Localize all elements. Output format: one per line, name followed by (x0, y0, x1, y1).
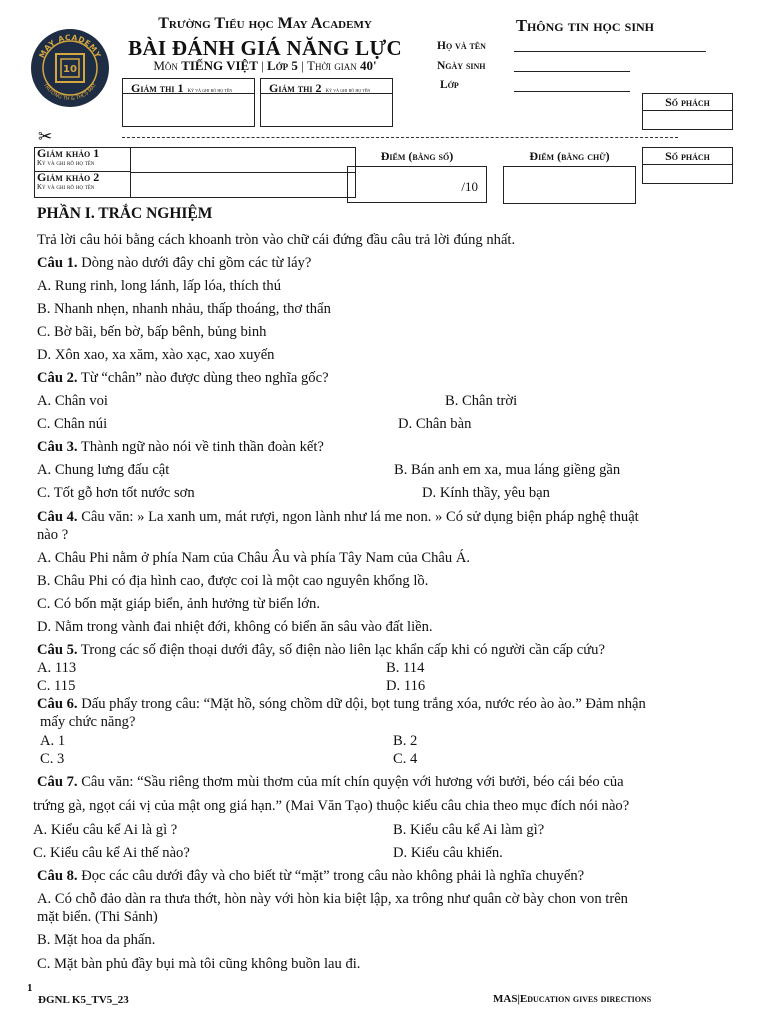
q4-option-b[interactable]: B. Châu Phi có địa hình cao, được coi là một cao nguyên khổng lồ. (37, 573, 429, 589)
question-1: Câu 1. Dòng nào dưới đây chỉ gồm các từ láy? (37, 255, 312, 271)
so-phach-top[interactable] (642, 93, 733, 130)
proctor-1-hint: Ký và ghi rõ họ tên (187, 89, 233, 94)
question-7: Câu 7. Câu văn: “Sầu riêng thơm mùi thơm của mít chín quyện với hương với bưởi, béo cái béo của (37, 774, 624, 790)
q6-option-c[interactable]: C. 3 (40, 751, 65, 767)
q3-option-a[interactable]: A. Chung lưng đấu cật (37, 462, 170, 478)
q7-option-b[interactable]: B. Kiểu câu kể Ai làm gì? (393, 822, 545, 838)
q8-option-a-cont[interactable]: mặt biển. (Thi Sảnh) (37, 909, 158, 925)
dob-field[interactable] (514, 71, 630, 72)
proctor-2-box[interactable] (260, 78, 393, 127)
section-title: PHẦN I. TRẮC NGHIỆM (37, 205, 213, 222)
q3-option-b[interactable]: B. Bán anh em xa, mua láng giềng gần (394, 462, 621, 478)
proctor-1-box[interactable] (122, 78, 255, 127)
q4-option-a[interactable]: A. Châu Phi nằm ở phía Nam của Châu Âu và phía Tây Nam của Châu Á. (37, 550, 471, 566)
section-instruction: Trả lời câu hỏi bằng cách khoanh tròn vào chữ cái đứng đầu câu trả lời đúng nhất. (37, 232, 516, 248)
q6-option-a[interactable]: A. 1 (40, 733, 66, 749)
q1-option-d[interactable]: D. Xôn xao, xa xăm, xào xạc, xao xuyến (37, 347, 275, 363)
q8-option-c[interactable]: C. Mặt bàn phủ đầy bụi mà tôi cũng không buồn lau đi. (37, 956, 361, 972)
q5-option-d[interactable]: D. 116 (386, 678, 426, 694)
cut-line (122, 137, 678, 138)
question-4: Câu 4. Câu văn: » La xanh um, mát rượi, ngon lành như lá me non. » Có sử dụng biện pháp nghệ thuật (37, 509, 639, 525)
q1-option-a[interactable]: A. Rung rinh, long lánh, lấp lóa, thích thú (37, 278, 282, 294)
q2-option-d[interactable]: D. Chân bàn (398, 416, 472, 432)
q3-option-c[interactable]: C. Tốt gỗ hơn tốt nước sơn (37, 485, 195, 501)
q7-option-c[interactable]: C. Kiểu câu kể Ai thế nào? (33, 845, 190, 861)
examiner-1-label: Giám khảo 1 (37, 146, 100, 160)
q1-option-b[interactable]: B. Nhanh nhẹn, nhanh nhảu, thấp thoáng, thơ thẩn (37, 301, 331, 317)
score-text-box[interactable] (503, 166, 636, 204)
scissors-icon: ✂ (38, 127, 53, 146)
question-8: Câu 8. Đọc các câu dưới đây và cho biết từ “mặt” trong câu nào không phải là nghĩa chuyển? (37, 868, 585, 884)
q8-option-b[interactable]: B. Mặt hoa da phấn. (37, 932, 156, 948)
question-2: Câu 2. Từ “chân” nào được dùng theo nghĩa gốc? (37, 370, 329, 386)
so-phach-top-label: Số phách (643, 94, 732, 111)
question-4-cont: nào ? (37, 527, 69, 543)
q8-option-a[interactable]: A. Có chỗ đảo dàn ra thưa thớt, hòn này với hòn kia biệt lập, xa trông như quân cờ bày chon von trên (37, 891, 628, 907)
proctor-2-label: Giám thị 2 (269, 81, 322, 95)
page-number: 1 (27, 982, 33, 994)
exam-code: ĐGNL K5_TV5_23 (38, 994, 129, 1006)
examiner-box[interactable] (34, 147, 356, 198)
class-field[interactable] (514, 91, 630, 92)
student-info-title: Thông tin học sinh (515, 16, 655, 35)
q3-option-d[interactable]: D. Kính thầy, yêu bạn (422, 485, 550, 501)
score-out-of: /10 (461, 179, 478, 194)
q5-option-a[interactable]: A. 113 (37, 660, 77, 676)
question-3: Câu 3. Thành ngữ nào nói về tinh thần đoàn kết? (37, 439, 324, 455)
so-phach-bottom-label: Số phách (643, 148, 732, 165)
score-text-label: Điểm (bằng chữ) (529, 149, 610, 163)
question-7-cont: trứng gà, ngọt cái vị của mật ong giá hạn.” (Mai Văn Tạo) thuộc kiểu câu chia theo mục đích nói nào? (33, 798, 630, 814)
q2-option-c[interactable]: C. Chân núi (37, 416, 108, 432)
q7-option-d[interactable]: D. Kiểu câu khiến. (393, 845, 503, 861)
school-name: Trường Tiểu học May Academy (158, 15, 372, 32)
examiner-2-hint: Ký và ghi rõ họ tên (37, 183, 95, 191)
q5-option-c[interactable]: C. 115 (37, 678, 76, 694)
q5-option-b[interactable]: B. 114 (386, 660, 425, 676)
question-6-cont: mấy chức năng? (40, 714, 136, 730)
name-label: Họ và tên (437, 40, 486, 52)
school-logo (30, 28, 110, 108)
question-6: Câu 6. Dấu phẩy trong câu: “Mặt hồ, sóng chồm dữ dội, bọt tung trắng xóa, nước réo ào ào.” Đảm nhận (37, 696, 646, 712)
score-number-label: Điểm (bằng số) (380, 149, 454, 163)
q4-option-c[interactable]: C. Có bốn mặt giáp biển, ảnh hưởng từ biển lớn. (37, 596, 320, 612)
so-phach-bottom[interactable] (642, 147, 733, 184)
logo-bottom-text: TRƯỜNG TH & THCS MAY (41, 82, 99, 103)
dob-label: Ngày sinh (437, 60, 486, 72)
examiner-2-label: Giám khảo 2 (37, 170, 100, 184)
proctor-1-label: Giám thị 1 (131, 81, 184, 95)
name-field[interactable] (514, 51, 706, 52)
score-number-box[interactable] (347, 166, 487, 203)
logo-top-text: MAY ACADEMY (37, 32, 103, 60)
q4-option-d[interactable]: D. Nằm trong vành đai nhiệt đới, không có biển ăn sâu vào đất liền. (37, 619, 433, 635)
q2-option-b[interactable]: B. Chân trời (445, 393, 518, 409)
exam-title: BÀI ĐÁNH GIÁ NĂNG LỰC (128, 36, 402, 60)
footer-brand: MAS|Education gives directions (493, 993, 652, 1005)
q1-option-c[interactable]: C. Bờ bãi, bến bờ, bấp bênh, bủng binh (37, 324, 267, 340)
q6-option-d[interactable]: C. 4 (393, 751, 418, 767)
examiner-1-hint: Ký và ghi rõ họ tên (37, 159, 95, 167)
logo-center-text: 10 (63, 64, 77, 75)
q2-option-a[interactable]: A. Chân voi (37, 393, 108, 409)
q7-option-a[interactable]: A. Kiểu câu kể Ai là gì ? (33, 822, 178, 838)
q6-option-b[interactable]: B. 2 (393, 733, 418, 749)
class-label: Lớp (440, 79, 459, 91)
proctor-2-hint: Ký và ghi rõ họ tên (325, 89, 371, 94)
question-5: Câu 5. Trong các số điện thoại dưới đây, số điện nào liên lạc khẩn cấp khi có người cần cấp cứu? (37, 642, 605, 658)
subject-line: Môn TIẾNG VIỆT | Lớp 5 | Thời gian 40' (153, 58, 377, 73)
